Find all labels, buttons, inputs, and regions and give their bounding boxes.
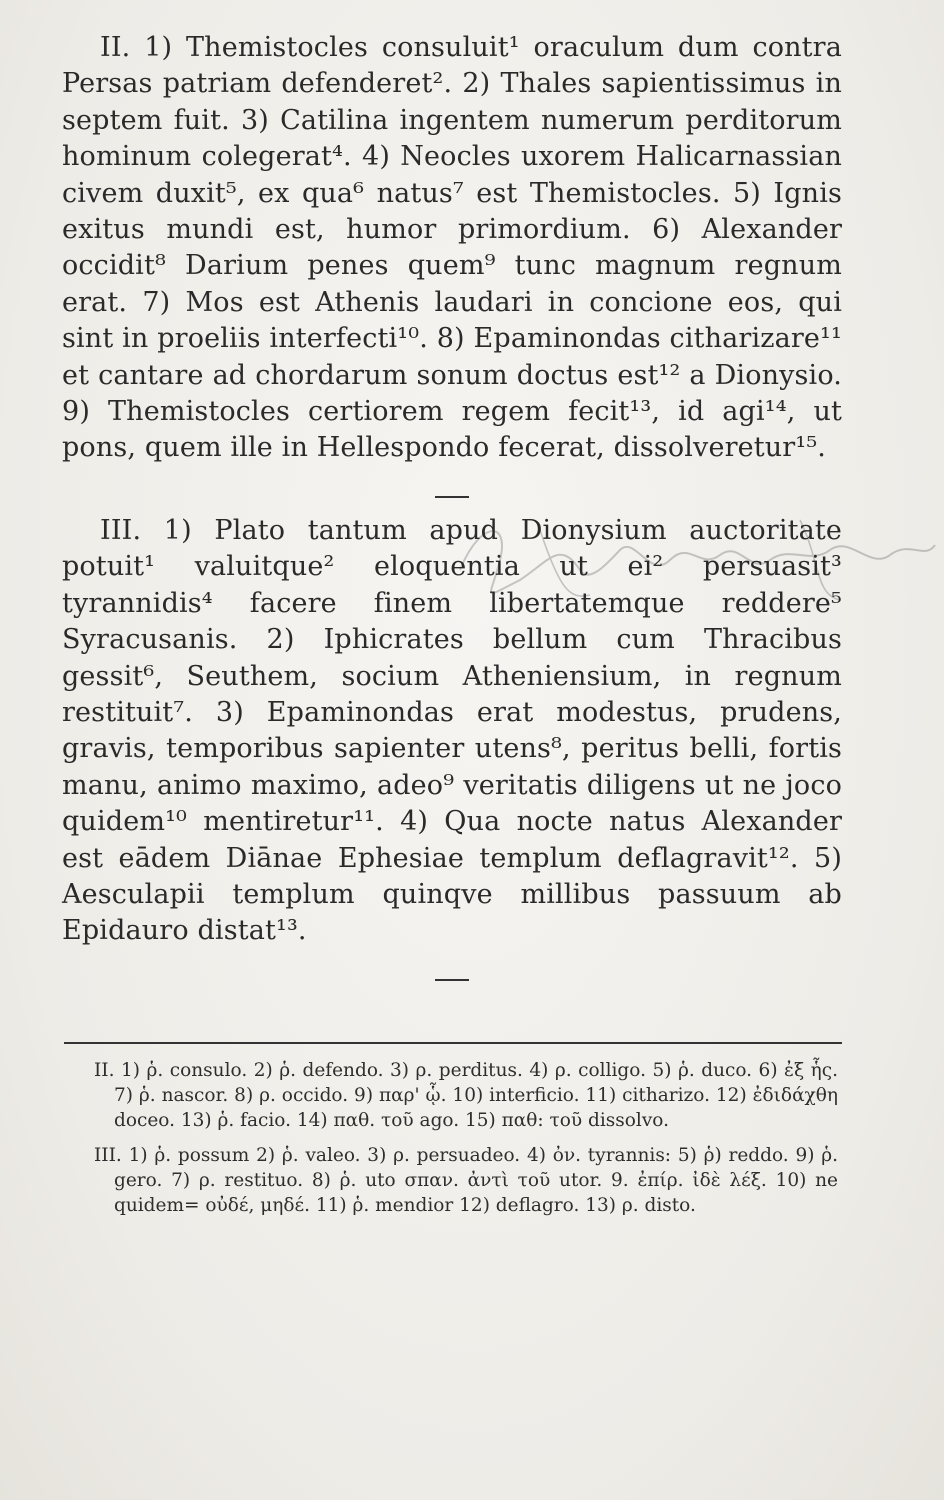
section-iii-paragraph: III. 1) Plato tantum apud Dionysium auctoritate potuit¹ valuitque² eloquentia ut ei² persuasit³ tyrannidis⁴ facere finem libertatemque reddere⁵ Syracusanis. 2) Iphicrates bellum cum Thracibus gessit⁶, Seuthem, socium Atheniensium, in regnum restituit⁷. 3) Epaminondas erat modestus, prudens, gravis, temporibus sapienter utens⁸, peritus belli, fortis manu, animo maximo, adeo⁹ veritatis diligens ut ne joco quidem¹⁰ mentiretur¹¹. 4) Qua nocte natus Alexander est eādem Diānae Ephesiae templum deflagravit¹². 5) Aesculapii templum quinqve millibus passuum ab Epidauro distat¹³. <box>62 514 842 947</box>
footnotes-ii: II. 1) ῥ. consulo. 2) ῥ. defendo. 3) ρ. perditus. 4) ρ. colligo. 5) ῥ. duco. 6) ἐξ ἧς. 7) ῥ. nascor. 8) ρ. occido. 9) παρ' ᾧ. 10) interficio. 11) citharizo. 12) ἐδιδάχθη doceo. 13) ῥ. facio. 14) παθ. τοῦ ago. 15) παθ: τοῦ dissolvo. <box>94 1060 838 1131</box>
footnotes <box>94 1058 838 1220</box>
section-ii <box>62 30 842 467</box>
main-text <box>62 30 842 996</box>
section-iii <box>62 513 842 950</box>
divider-dash-end <box>435 979 469 1017</box>
section-ii-paragraph: II. 1) Themistocles consuluit¹ oraculum dum contra Persas patriam defenderet². 2) Thales sapientissimus in septem fuit. 3) Catilina ingentem numerum perditorum hominum colegerat⁴. 4) Neocles uxorem Halicarnassian civem duxit⁵, ex qua⁶ natus⁷ est Themistocles. 5) Ignis exitus mundi est, humor primordium. 6) Alexander occidit⁸ Darium penes quem⁹ tunc magnum regnum erat. 7) Mos est Athenis laudari in concione eos, qui sint in proeliis interfecti¹⁰. 8) Epaminondas citharizare¹¹ et cantare ad chordarum sonum doctus est¹² a Dionysio. 9) Themistocles certiorem regem fecit¹³, id agi¹⁴, ut pons, quem ille in Hellespondo fecerat, dissolveretur¹⁵. <box>62 32 842 464</box>
divider-dash <box>435 496 469 534</box>
footnotes-iii: III. 1) ῥ. possum 2) ῥ. valeo. 3) ρ. persuadeo. 4) ὀν. tyrannis: 5) ῥ) reddo. 9) ῥ. gero. 7) ρ. restituo. 8) ῥ. uto σπαν. ἀντὶ τοῦ utor. 9. ἐπίρ. ἰδὲ λέξ. 10) ne quidem= οὐδέ, μηδέ. 11) ῥ. mendior 12) deflagro. 13) ρ. disto. <box>94 1145 838 1216</box>
section-divider-end <box>62 964 842 984</box>
footnote-rule <box>64 1042 842 1044</box>
section-divider <box>62 481 842 501</box>
